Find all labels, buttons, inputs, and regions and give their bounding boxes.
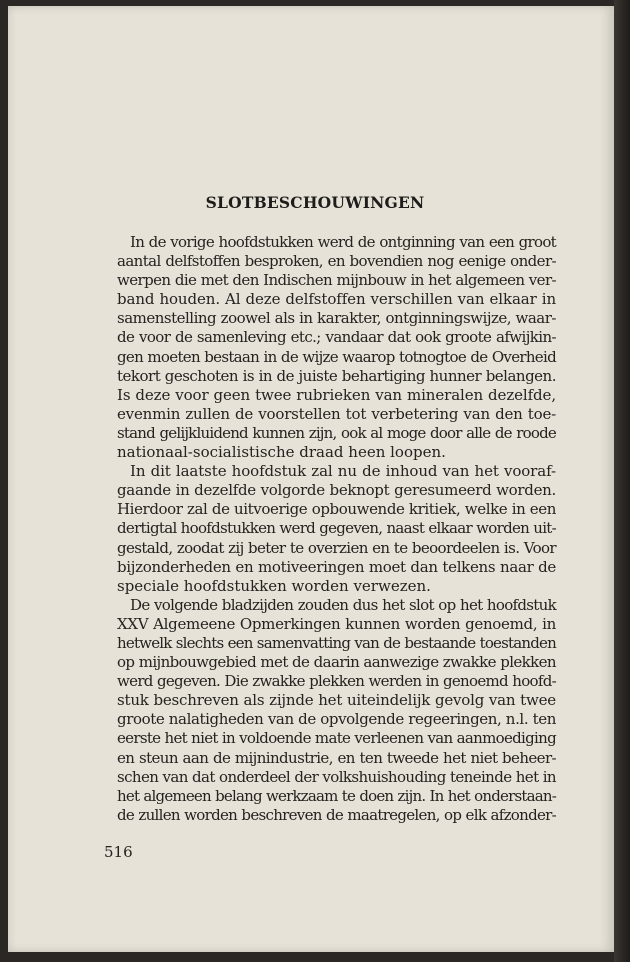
text-line: tekort geschoten is in de juiste behartiging hunner belangen.: [117, 366, 556, 385]
paragraph-2: [104, 462, 556, 596]
chapter-title: SLOTBESCHOUWINGEN: [205, 193, 425, 212]
text-line: het algemeen belang werkzaam te doen zijn. In het onderstaan-: [117, 786, 556, 805]
text-line: op mijnbouwgebied met de daarin aanwezige zwakke plekken: [117, 653, 556, 672]
text-line: de zullen worden beschreven de maatregelen, op elk afzonder-: [117, 805, 556, 824]
text-line: evenmin zullen de voorstellen tot verbetering van den toe-: [117, 404, 556, 423]
text-line: de voor de samenleving etc.; vandaar dat ook groote afwijkin-: [117, 328, 556, 347]
text-line: Hierdoor zal de uitvoerige opbouwende kritiek, welke in een: [117, 500, 556, 519]
text-line: nationaal-socialistische draad heen loopen.: [117, 443, 446, 462]
text-line: In de vorige hoofdstukken werd de ontginning van een groot: [130, 233, 556, 251]
text-line: stuk beschreven als zijnde het uiteindelijk gevolg van twee: [117, 691, 556, 710]
text-line: speciale hoofdstukken worden verwezen.: [117, 576, 431, 595]
text-line: dertigtal hoofdstukken werd gegeven, naast elkaar worden uit-: [117, 519, 556, 538]
text-line: groote nalatigheden van de opvolgende regeeringen, n.l. ten: [117, 710, 556, 729]
paragraph-1: [104, 233, 556, 462]
text-line: Is deze voor geen twee rubrieken van mineralen dezelfde,: [117, 385, 556, 404]
text-line: gestald, zoodat zij beter te overzien en te beoordeelen is. Voor: [117, 538, 556, 557]
text-line: In dit laatste hoofdstuk zal nu de inhoud van het vooraf-: [130, 462, 556, 481]
text-line: samenstelling zoowel als in karakter, ontginningswijze, waar-: [117, 309, 556, 328]
text-line: schen van dat onderdeel der volkshuishouding teneinde het in: [117, 767, 556, 786]
page-number: 516: [104, 843, 133, 861]
book-spine-edge: [614, 0, 630, 962]
text-line: gen moeten bestaan in de wijze waarop totnogtoe de Overheid: [117, 347, 556, 366]
text-line: hetwelk slechts een samenvatting van de bestaande toestanden: [117, 633, 556, 652]
text-line: De volgende bladzijden zouden dus het slot op het hoofdstuk: [130, 595, 556, 614]
text-line: en steun aan de mijnindustrie, en ten tweede het niet beheer-: [117, 748, 556, 767]
text-line: band houden. Al deze delfstoffen verschillen van elkaar in: [117, 290, 556, 309]
text-line: gaande in dezelfde volgorde beknopt geresumeerd worden.: [117, 481, 556, 500]
text-line: aantal delfstoffen besproken, en bovendien nog eenige onder-: [117, 252, 556, 271]
text-line: werd gegeven. Die zwakke plekken werden in genoemd hoofd-: [117, 672, 556, 691]
text-line: eerste het niet in voldoende mate verleenen van aanmoediging: [117, 729, 556, 748]
text-line: stand gelijkluidend kunnen zijn, ook al moge door alle de roode: [117, 423, 556, 442]
paragraph-3: [104, 596, 556, 825]
text-line: XXV Algemeene Opmerkingen kunnen worden genoemd, in: [117, 614, 556, 633]
body-text: [104, 233, 556, 825]
text-line: bijzonderheden en motiveeringen moet dan telkens naar de: [117, 557, 556, 576]
text-line: werpen die met den Indischen mijnbouw in het algemeen ver-: [117, 271, 556, 290]
